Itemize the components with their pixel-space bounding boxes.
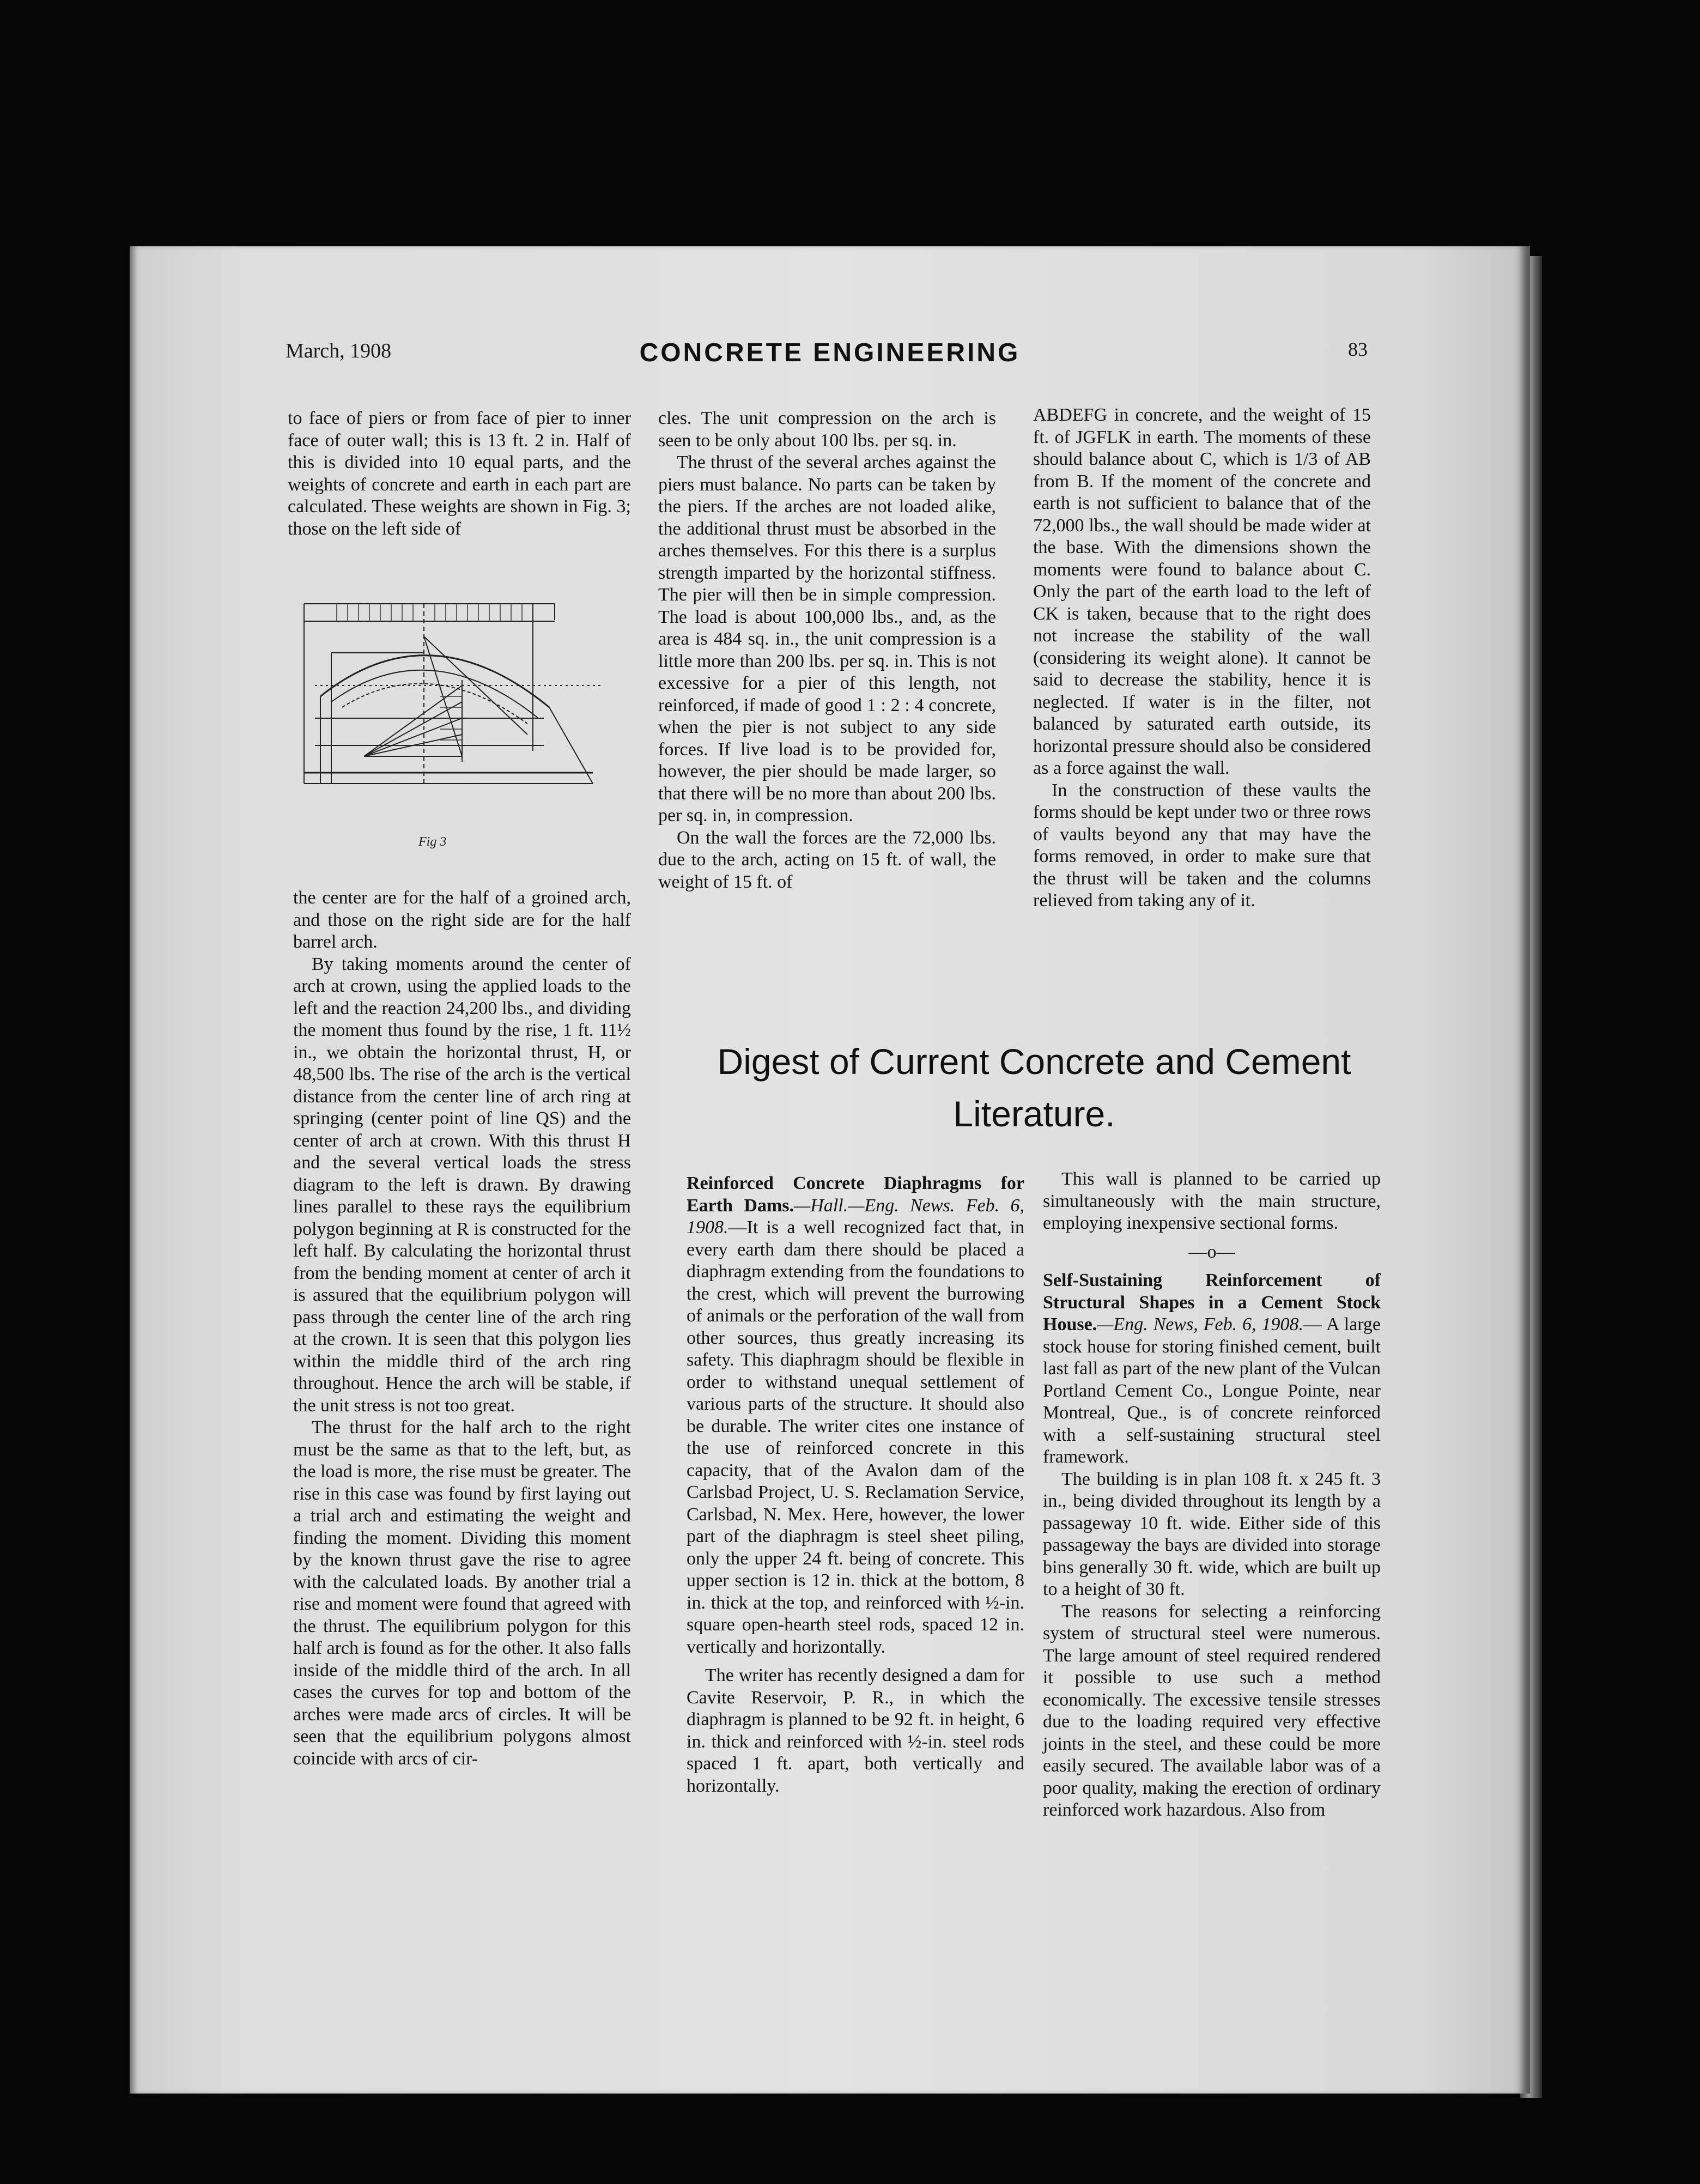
paragraph: The writer has recently designed a dam for Cavite Reservoir, P. R., in which the diaphragm is planned to be 92 ft. in height, 6 in. thick and reinforced with ½-in. steel rods spaced 1 ft. apart, both vertically and horizontally. bbox=[687, 1665, 1024, 1796]
digest-column-right bbox=[1043, 1168, 1381, 1822]
paragraph: In the construction of these vaults the forms should be kept under two or three rows of vaults beyond any that may have the forms removed, in order to make sure that the thrust will be taken and the columns relieved from taking any of it. bbox=[1033, 780, 1371, 911]
item-text: —It is a well recognized fact that, in every earth dam there should be placed a diaphragm extending from the foundations to the crest, which will prevent the burrowing of animals or the perforation of the wall from other sources, thus greatly increasing its safety. This diaphragm should be flexible in order to withstand unequal settlement of various parts of the structure. It should also be durable. The writer cites one instance of the use of reinforced concrete in this capacity, that of the Avalon dam of the Carlsbad Project, U. S. Reclamation Service, Carlsbad, N. Mex. Here, however, the lower part of the diaphragm is steel sheet piling, only the upper 24 ft. being of concrete. This upper section is 12 in. thick at the bottom, 8 in. thick at the top, and reinforced with ½-in. square open-hearth steel rods, spaced 12 in. vertically and horizontally. bbox=[687, 1217, 1024, 1657]
page-number: 83 bbox=[1348, 338, 1368, 360]
digest-heading-line-2: Literature. bbox=[953, 1094, 1115, 1134]
item-text: — A large stock house for storing finished cement, built last fall as part of the new plant of the Vulcan Portland Cement Co., Longue Pointe, near Montreal, Que., is of concrete reinforced with a self-sustaining structural steel framework. bbox=[1043, 1314, 1381, 1467]
paragraph: The thrust of the several arches against the piers must balance. No parts can be taken by the piers. If the arches are not loaded alike, the additional thrust must be absorbed in the arches themselves. For this there is a surplus strength imparted by the horizontal stiffness. The pier will then be in simple compression. The load is about 100,000 lbs., and, as the area is 484 sq. in., the unit compression is a little more than 200 lbs. per sq. in. This is not excessive for a pier of this length, not reinforced, if made of good 1 : 2 : 4 concrete, when the pier is not subject to any side forces. If live load is to be provided for, however, the pier should be made larger, so that there will be no more than about 200 lbs. per sq. in, in compression. bbox=[658, 452, 996, 826]
paragraph: On the wall the forces are the 72,000 lbs. due to the arch, acting on 15 ft. of wall, the weight of 15 ft. of bbox=[658, 827, 996, 892]
paragraph: By taking moments around the center of arch at crown, using the applied loads to the left and the reaction 24,200 lbs., and dividing the moment thus found by the rise, 1 ft. 11½ in., we obtain the horizontal thrust, H, or 48,500 lbs. The rise of the arch is the vertical distance from the center line of arch ring at springing (center point of line QS) and the center of arch at crown. With this thrust H and the several vertical loads the stress diagram to the left is drawn. By drawing lines parallel to these rays the equilibrium polygon beginning at R is constructed for the left half. By calculating the horizontal thrust from the bending moment at center of arch it is assured that the equilibrium polygon will pass through the center line of the arch ring at the crown. It is seen that this polygon lies within the middle third of the arch ring throughout. Hence the arch will be stable, if the unit stress is not too great. bbox=[293, 954, 631, 1416]
digest-item-2 bbox=[1043, 1270, 1381, 1469]
paragraph: The thrust for the half arch to the right must be the same as that to the left, but, as the load is more, the rise must be greater. The rise in this case was found by first laying out a trial arch and estimating the weight and finding the moment. Dividing this moment by the known thrust gave the rise to agree with the calculated loads. By another trial a rise and moment were found that agreed with the thrust. The equilibrium polygon for this half arch is found as for the other. It also falls inside of the middle third of the arch. In all cases the curves for top and bottom of the arches were made arcs of circles. It will be seen that the equilibrium polygons almost coincide with arcs of cir- bbox=[293, 1417, 631, 1769]
column-2 bbox=[658, 408, 996, 893]
paragraph: ABDEFG in concrete, and the weight of 15 ft. of JGFLK in earth. The moments of these should balance about C, which is 1/3 of AB from B. If the moment of the concrete and earth is not sufficient to balance that of the 72,000 lbs., the wall should be made wider at the base. With the dimensions shown the moments were found to balance about C. Only the part of the earth load to the left of CK is taken, because that to the right does not increase the stability of the wall (considering its weight alone). It cannot be said to decrease the stability, hence it is neglected. If water is in the filter, not balanced by saturated earth outside, its horizontal pressure should also be considered as a force against the wall. bbox=[1033, 405, 1371, 778]
paragraph: The building is in plan 108 ft. x 245 ft. 3 in., being divided throughout its length by a passageway 10 ft. wide. Either side of this passageway the bays are divided into storage bins generally 30 ft. wide, which are built up to a height of 30 ft. bbox=[1043, 1469, 1381, 1599]
paragraph: to face of piers or from face of pier to inner face of outer wall; this is 13 ft. 2 in. Half of this is divided into 10 equal parts, and the weights of concrete and earth in each part are calculated. These weights are shown in Fig. 3; those on the left side of bbox=[288, 408, 631, 539]
separator: —o— bbox=[1188, 1241, 1235, 1262]
digest-heading bbox=[664, 1035, 1405, 1140]
arch-stress-diagram-figure bbox=[299, 587, 609, 817]
column-1-top bbox=[288, 408, 631, 540]
item-source: —Hall.—Eng. News. Feb. 6, 1908. bbox=[687, 1195, 1024, 1237]
digest-heading-line-1: Digest of Current Concrete and Cement bbox=[717, 1041, 1351, 1082]
header-date: March, 1908 bbox=[286, 339, 392, 362]
digest-column-left bbox=[687, 1173, 1024, 1797]
paragraph: This wall is planned to be carried up simultaneously with the main structure, employing inexpensive sectional forms. bbox=[1043, 1169, 1381, 1233]
paragraph: the center are for the half of a groined arch, and those on the right side are for the half barrel arch. bbox=[293, 888, 631, 952]
paragraph: cles. The unit compression on the arch is seen to be only about 100 lbs. per sq. in. bbox=[658, 408, 996, 451]
paragraph: The reasons for selecting a reinforcing system of structural steel were numerous. The large amount of steel required rendered it possible to use such a method economically. The excessive tensile stresses due to the loading required very effective joints in the steel, and these could be more easily secured. The available labor was of a poor quality, making the erection of ordinary reinforced work hazardous. Also from bbox=[1043, 1601, 1381, 1820]
digest-item-1 bbox=[687, 1173, 1024, 1658]
item-title: Reinforced Concrete Diaphragms for Earth Dams. bbox=[687, 1173, 1024, 1216]
column-1-bottom bbox=[293, 887, 631, 1770]
item-title: Self-Sustaining Reinforcement of Structural Shapes in a Cement Stock House. bbox=[1043, 1270, 1381, 1334]
scanned-page bbox=[130, 246, 1530, 2094]
item-source: —Eng. News, Feb. 6, 1908. bbox=[1097, 1314, 1303, 1334]
figure-caption: Fig 3 bbox=[418, 835, 447, 849]
journal-title: CONCRETE ENGINEERING bbox=[639, 338, 1021, 367]
column-3 bbox=[1033, 404, 1371, 912]
